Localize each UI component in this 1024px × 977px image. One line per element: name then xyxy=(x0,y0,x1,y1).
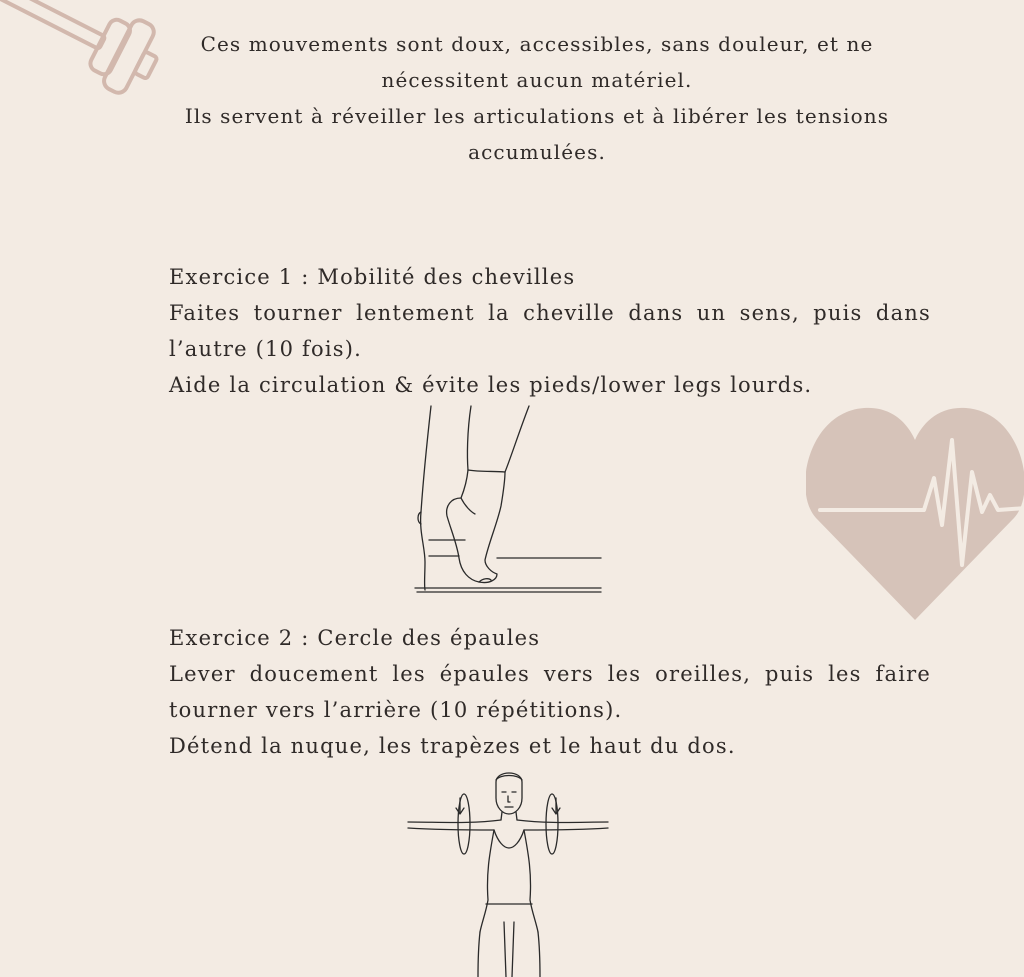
shoulder-circles-illustration xyxy=(400,772,615,977)
exercise-2-benefit: Détend la nuque, les trapèzes et le haut du dos. xyxy=(169,734,736,758)
intro-text xyxy=(150,26,924,170)
exercise-2 xyxy=(169,620,931,764)
exercise-2-instruction: Lever doucement les épaules vers les oreilles, puis les faire tourner vers l’arrière (10 répétitions). xyxy=(169,662,931,722)
intro-line-2: Ils servent à réveiller les articulations et à libérer les tensions accumulées. xyxy=(184,104,890,164)
intro-line-1: Ces mouvements sont doux, accessibles, sans douleur, et ne nécessitent aucun matériel. xyxy=(200,32,874,92)
exercise-2-title: Exercice 2 : Cercle des épaules xyxy=(169,626,541,650)
exercise-1-benefit: Aide la circulation & évite les pieds/lower legs lourds. xyxy=(169,373,813,397)
ankle-rotation-illustration xyxy=(405,402,610,602)
exercise-1-title: Exercice 1 : Mobilité des chevilles xyxy=(169,265,576,289)
exercise-1-instruction: Faites tourner lentement la cheville dans un sens, puis dans l’autre (10 fois). xyxy=(169,301,931,361)
exercise-1 xyxy=(169,259,931,403)
heartbeat-heart-icon xyxy=(806,400,1024,625)
